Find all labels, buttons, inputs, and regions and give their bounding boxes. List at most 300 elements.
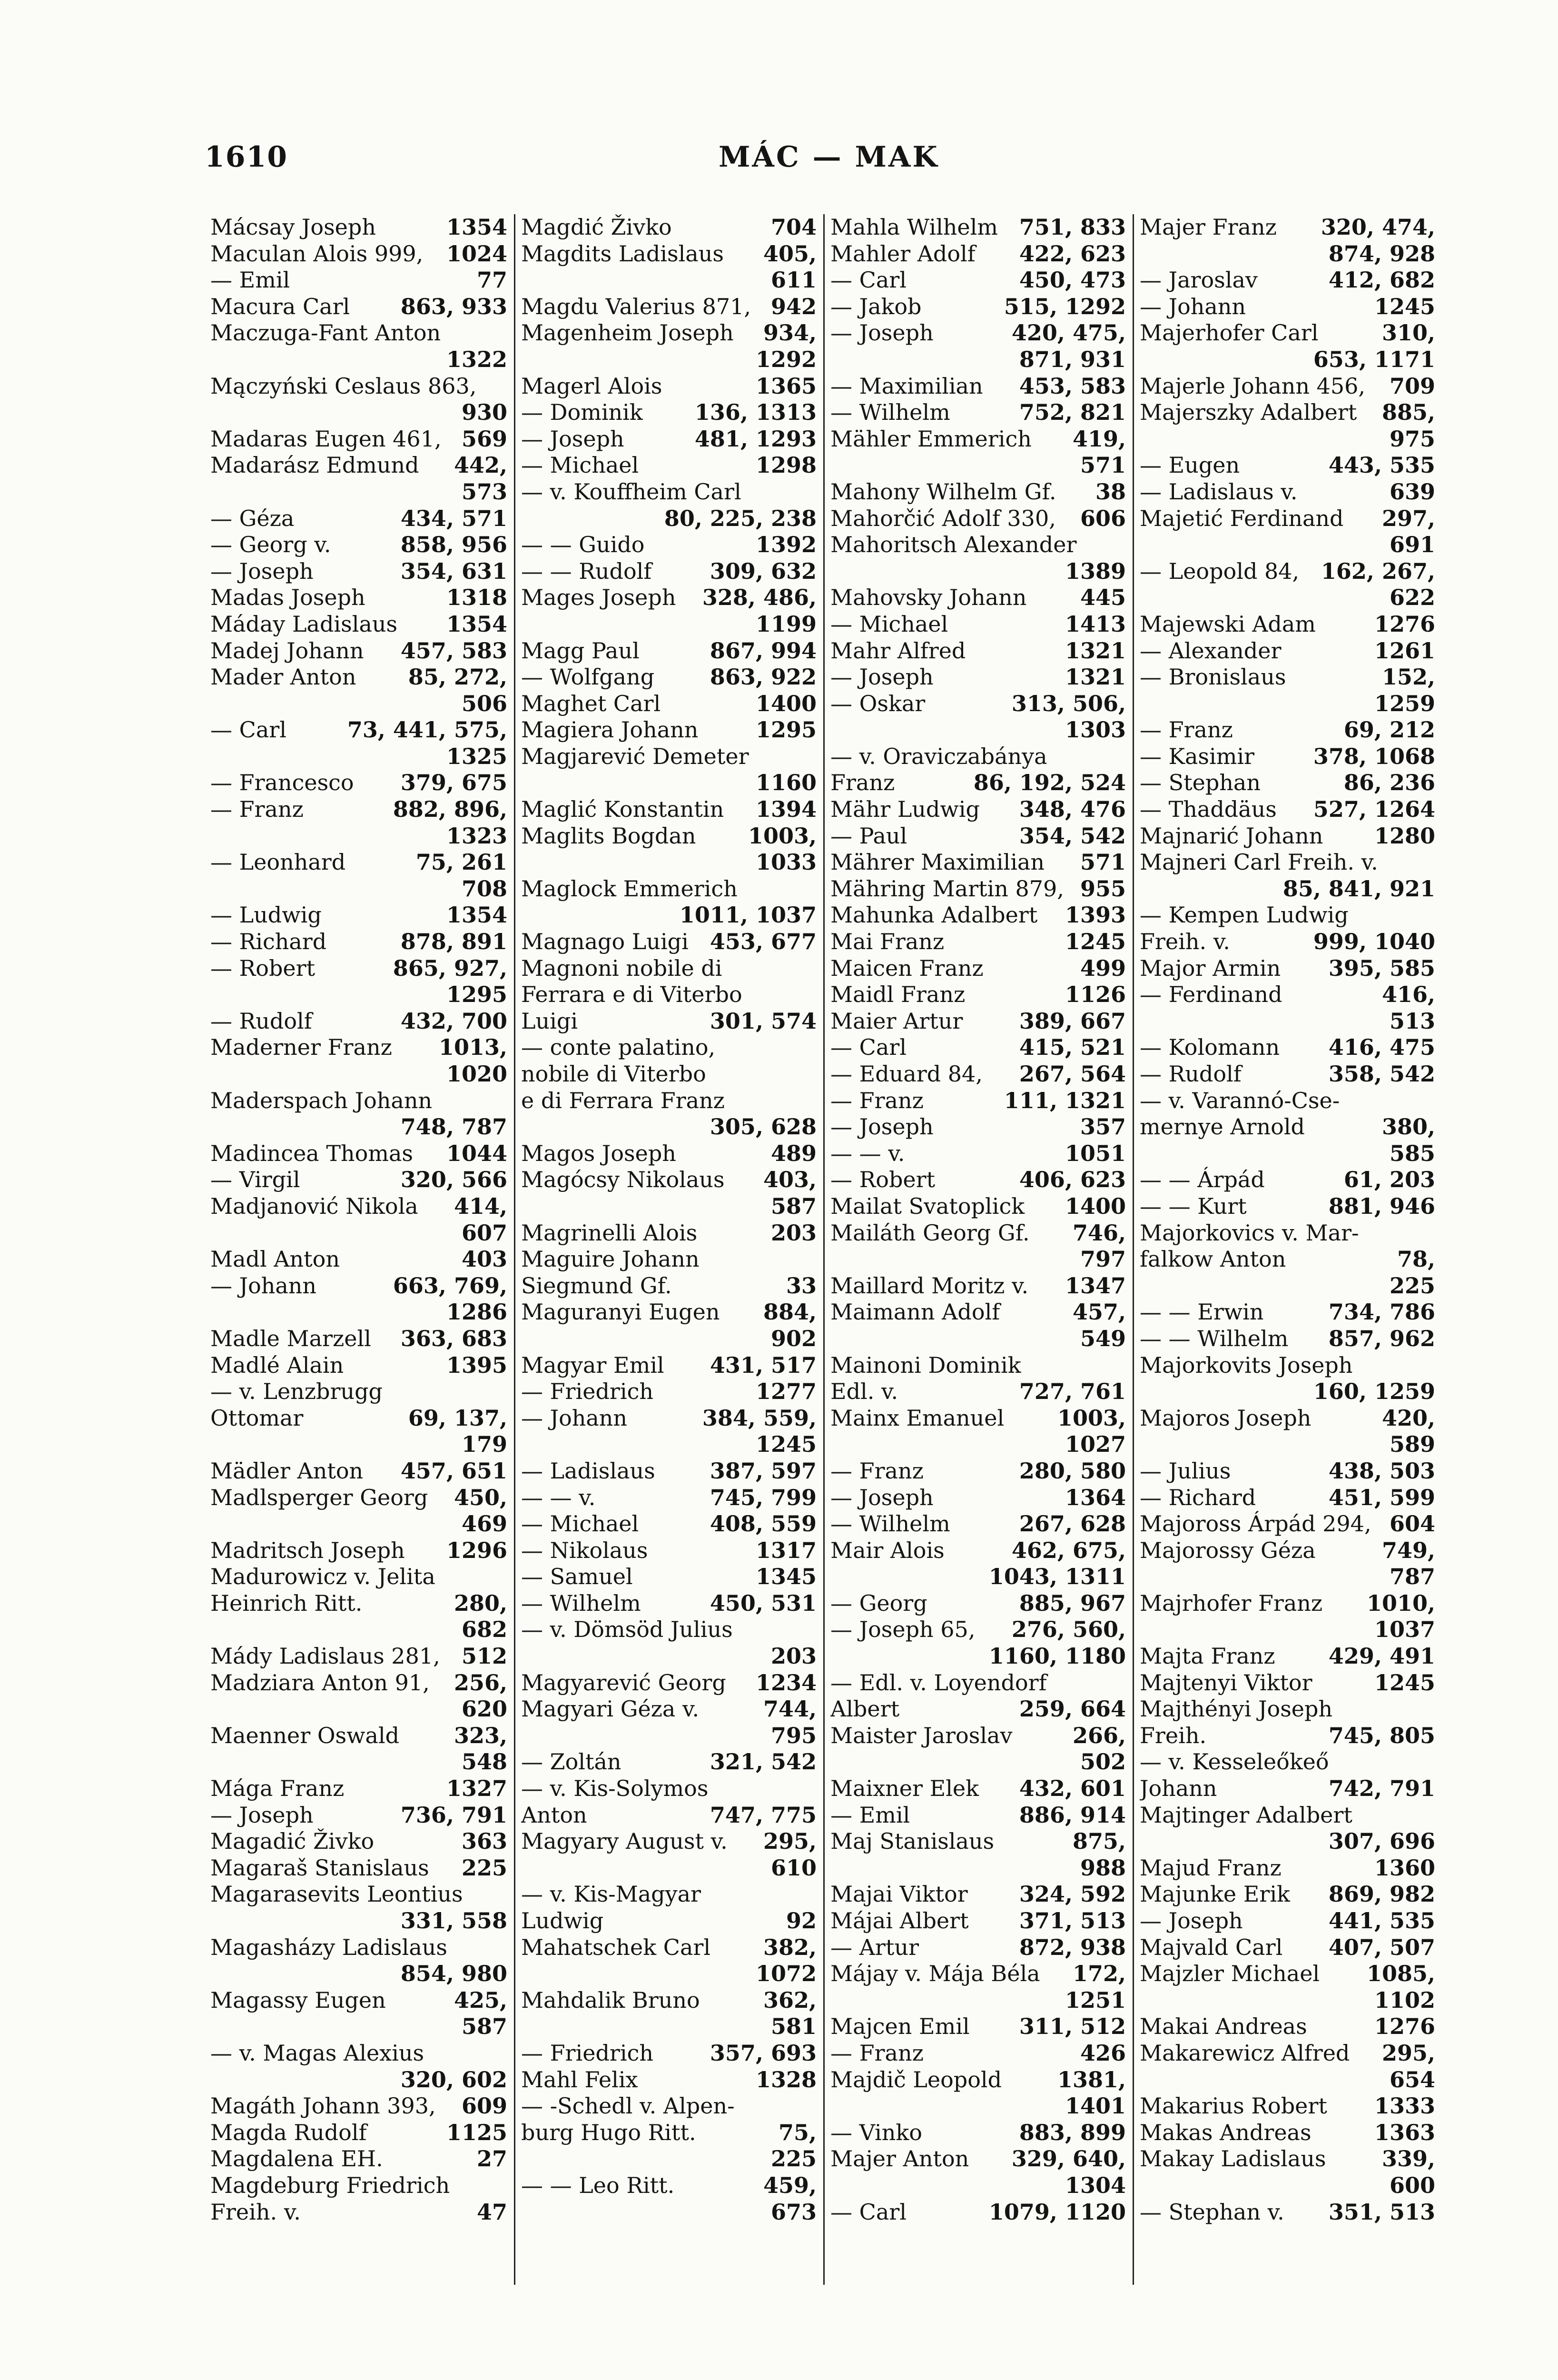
entry-page-numbers: 295, [1381,2040,1435,2066]
index-entry [830,1352,1126,1379]
index-entry [1140,2013,1435,2040]
entry-name: — Jaroslav [1140,267,1258,293]
entry-page-numbers: 1024 [446,240,507,267]
entry-name: Magadić Živko [210,1828,375,1854]
entry-page-numbers: 867, 994 [710,637,817,664]
index-entry [210,1008,507,1035]
entry-name: Major Armin [1140,955,1281,981]
entry-name: Maixner Elek [830,1775,979,1802]
index-entry [210,347,507,373]
entry-page-numbers: 354, 631 [400,558,507,584]
index-column-2 [514,214,823,2285]
index-entry [210,1352,507,1379]
index-entry [830,347,1126,373]
index-entry [1140,2146,1435,2172]
page-header [205,140,1447,178]
index-entry [1140,399,1435,426]
index-entry [521,823,817,850]
entry-name: Mainx Emanuel [830,1405,1005,1431]
index-entry [210,823,507,850]
index-entry [1140,294,1435,320]
entry-page-numbers: 321, 542 [710,1749,817,1775]
entry-name: Majetić Ferdinand [1140,505,1344,531]
entry-name: Macura Carl [210,293,350,319]
entry-name: — v. Kis-Solymos [521,1775,709,1802]
index-entry [1140,1802,1435,1829]
entry-page-numbers: 111, 1321 [1004,1087,1126,1113]
entry-name: Ottomar [210,1405,304,1431]
entry-name: — Ludwig [210,902,322,928]
index-entry [210,1193,507,1220]
entry-page-numbers: 609 [461,2093,507,2119]
entry-name: Mády Ladislaus 281, [210,1643,440,1669]
index-entry [521,1511,817,1537]
index-entry [210,1061,507,1088]
entry-page-numbers: 934, [763,320,817,346]
index-entry [210,558,507,585]
entry-name: — — v. [830,1140,905,1166]
entry-name: Majtenyi Viktor [1140,1669,1312,1696]
entry-name: e di Ferrara Franz [521,1087,725,1113]
entry-name: — Eugen [1140,452,1240,478]
entry-name: Anton [521,1802,587,1828]
entry-page-numbers: 358, 542 [1328,1061,1435,1087]
entry-name: — Leopold 84, [1140,558,1300,584]
index-entry [1140,982,1435,1008]
index-entry [830,1987,1126,2014]
entry-name: Majunke Erik [1140,1881,1290,1907]
entry-page-numbers: 378, 1068 [1313,743,1435,769]
entry-name: — Joseph [521,426,624,452]
entry-page-numbers: 267, 564 [1019,1061,1126,1087]
entry-page-numbers: 1364 [1065,1484,1126,1510]
entry-name: Magaraš Stanislaus [210,1854,429,1881]
entry-page-numbers: 1325 [446,743,507,769]
entry-name: Madlsperger Georg [210,1484,428,1510]
index-entry [210,876,507,902]
index-entry [830,691,1126,717]
entry-name: — v. Lenzbrugg [210,1378,383,1405]
entry-name: Mähring Martin 879, [830,875,1064,902]
entry-name: — Joseph [210,1802,314,1828]
entry-name: Mader Anton [210,664,356,690]
index-entry [830,1458,1126,1485]
entry-name: nobile di Viterbo [521,1061,706,1087]
index-entry [830,1537,1126,1564]
entry-name: Makarius Robert [1140,2093,1327,2119]
entry-name: Madas Joseph [210,585,365,611]
entry-page-numbers: 357 [1080,1114,1126,1140]
entry-name: Maimann Adolf [830,1299,1000,1325]
entry-page-numbers: 883, 899 [1019,2119,1126,2145]
index-entry [210,1723,507,1749]
entry-page-numbers: 581 [770,2013,817,2040]
entry-name: Mahorčić Adolf 330, [830,505,1056,531]
entry-page-numbers: 708 [461,875,507,902]
index-entry [1140,373,1435,400]
entry-name: Madl Anton [210,1246,340,1272]
index-entry [830,1246,1126,1273]
entry-page-numbers: 1245 [755,1431,817,1458]
entry-page-numbers: 955 [1080,875,1126,902]
entry-page-numbers: 1245 [1065,929,1126,955]
entry-page-numbers: 854, 980 [400,1961,507,1987]
index-entry [521,1696,817,1723]
entry-page-numbers: 362, [763,1987,817,2013]
index-entry [521,1378,817,1405]
entry-page-numbers: 654 [1389,2066,1435,2092]
entry-name: Maillard Moritz v. [830,1272,1029,1299]
entry-name: Mainoni Dominik [830,1352,1021,1378]
index-entry [521,2093,817,2120]
entry-page-numbers: 1160 [755,770,817,796]
entry-name: Magnago Luigi [521,929,689,955]
entry-name: Majerle Johann 456, [1140,373,1366,399]
entry-name: Madritsch Joseph [210,1537,405,1563]
entry-name: Mahdalik Bruno [521,1987,700,2013]
entry-name: Maj Stanislaus [830,1828,995,1854]
index-entry [521,294,817,320]
entry-page-numbers: 77 [476,267,507,293]
index-entry [1140,1034,1435,1061]
index-entry [210,1405,507,1432]
entry-page-numbers: 1395 [446,1352,507,1378]
entry-name: — Bronislaus [1140,664,1286,690]
entry-name: — Stephan v. [1140,2199,1284,2225]
index-entry [210,1908,507,1934]
entry-page-numbers: 930 [461,399,507,426]
index-entry [210,929,507,955]
index-entry [1140,1670,1435,1696]
index-entry [1140,1352,1435,1379]
entry-page-numbers: 416, 475 [1328,1034,1435,1061]
index-entry [210,320,507,347]
index-entry [210,770,507,796]
index-entry [1140,320,1435,347]
index-entry [210,1246,507,1273]
index-entry [1140,1537,1435,1564]
entry-page-numbers: 589 [1389,1431,1435,1458]
entry-page-numbers: 459, [763,2172,817,2198]
entry-page-numbers: 441, 535 [1328,1908,1435,1934]
entry-page-numbers: 86, 236 [1343,770,1435,796]
entry-page-numbers: 320, 566 [400,1167,507,1193]
entry-name: Magyary August v. [521,1828,728,1854]
index-entry [1140,1326,1435,1352]
entry-name: — Oskar [830,690,926,716]
index-entry [210,691,507,717]
index-entry [1140,1696,1435,1723]
entry-name: Johann [1140,1775,1217,1802]
entry-page-numbers: 751, 833 [1019,214,1126,240]
index-entry [830,1802,1126,1829]
index-entry [521,902,817,929]
index-entry [521,1034,817,1061]
entry-name: Maglits Bogdan [521,823,696,849]
index-entry [521,1088,817,1114]
index-entry [210,664,507,691]
index-entry [210,2146,507,2172]
index-entry [210,744,507,770]
entry-name: Majerszky Adalbert [1140,399,1357,426]
entry-page-numbers: 1296 [446,1537,507,1563]
index-entry [830,585,1126,611]
entry-name: Madurowicz v. Jelita [210,1564,435,1590]
entry-name: — Alexander [1140,637,1282,664]
entry-page-numbers: 380, [1381,1114,1435,1140]
entry-name: Maghet Carl [521,690,661,716]
entry-name: — Robert [210,955,316,981]
entry-page-numbers: 432, 601 [1019,1775,1126,1802]
entry-page-numbers: 1389 [1065,558,1126,584]
entry-name: Magiera Johann [521,717,699,743]
entry-name: — Joseph [830,1114,934,1140]
entry-page-numbers: 225 [770,2146,817,2172]
entry-name: Majdič Leopold [830,2066,1002,2092]
index-entry [830,2199,1126,2226]
entry-page-numbers: 1125 [446,2119,507,2145]
entry-page-numbers: 1322 [446,346,507,372]
entry-page-numbers: 1292 [755,346,817,372]
entry-name: Majoross Árpád 294, [1140,1511,1371,1537]
index-entry [1140,1828,1435,1855]
index-entry [521,214,817,241]
entry-page-numbers: 942 [770,293,817,319]
entry-page-numbers: 152, [1381,664,1435,690]
entry-page-numbers: 27 [476,2146,507,2172]
entry-page-numbers: 313, 506, [1011,690,1126,716]
index-entry [521,399,817,426]
index-entry [830,1908,1126,1934]
entry-page-numbers: 412, 682 [1328,267,1435,293]
entry-name: Edl. v. [830,1378,898,1405]
entry-name: Magjarević Demeter [521,743,749,769]
entry-page-numbers: 746, [1072,1220,1126,1246]
entry-name: Magassy Eugen [210,1987,386,2013]
entry-page-numbers: 988 [1080,1854,1126,1881]
entry-page-numbers: 571 [1080,849,1126,875]
entry-page-numbers: 604 [1389,1511,1435,1537]
entry-page-numbers: 673 [770,2199,817,2225]
entry-page-numbers: 33 [786,1272,817,1299]
entry-name: — Francesco [210,770,354,796]
index-columns [205,214,1442,2285]
index-entry [210,1378,507,1405]
entry-page-numbers: 311, 512 [1019,2013,1126,2040]
index-entry [210,1458,507,1485]
index-entry [830,1590,1126,1617]
index-entry [830,320,1126,347]
entry-name: Mair Alois [830,1537,945,1563]
entry-page-numbers: 639 [1389,478,1435,505]
entry-page-numbers: 885, [1381,399,1435,426]
entry-page-numbers: 1072 [755,1961,817,1987]
entry-name: Majorkovics v. Mar- [1140,1220,1359,1246]
index-entry [521,241,817,268]
entry-page-numbers: 884, [763,1299,817,1325]
entry-name: Mährer Maximilian [830,849,1045,875]
entry-name: Majthényi Joseph [1140,1696,1333,1722]
index-entry [521,479,817,506]
entry-name: — Franz [830,2040,924,2066]
index-entry [830,1405,1126,1432]
index-entry [1140,1114,1435,1140]
index-entry [521,929,817,955]
index-entry [830,452,1126,479]
index-entry [1140,1246,1435,1273]
entry-page-numbers: 1345 [755,1564,817,1590]
entry-page-numbers: 92 [786,1908,817,1934]
index-entry [521,532,817,558]
entry-page-numbers: 225 [1389,1272,1435,1299]
entry-page-numbers: 354, 542 [1019,823,1126,849]
index-entry [1140,585,1435,611]
entry-page-numbers: 611 [770,267,817,293]
entry-name: Maidl Franz [830,982,966,1008]
entry-page-numbers: 1363 [1374,2119,1435,2145]
entry-page-numbers: 256, [454,1669,507,1696]
entry-name: — v. Varannó-Cse- [1140,1087,1340,1113]
entry-page-numbers: 203 [770,1220,817,1246]
index-entry [830,558,1126,585]
index-entry [210,452,507,479]
index-entry [521,664,817,691]
entry-page-numbers: 874, 928 [1328,240,1435,267]
index-entry [210,294,507,320]
index-entry [830,1378,1126,1405]
index-entry [210,2067,507,2093]
index-entry [830,2146,1126,2172]
entry-name: Madlé Alain [210,1352,344,1378]
entry-page-numbers: 682 [461,1616,507,1643]
entry-name: Heinrich Ritt. [210,1590,363,1616]
index-entry [521,320,817,347]
entry-name: Magdits Ladislaus [521,240,724,267]
index-entry [210,849,507,876]
index-entry [521,1670,817,1696]
entry-page-numbers: 379, 675 [400,770,507,796]
entry-page-numbers: 1085, [1366,1961,1435,1987]
index-entry [521,1590,817,1617]
entry-name: burg Hugo Ritt. [521,2119,696,2145]
entry-name: — Robert [830,1167,936,1193]
index-entry [830,1431,1126,1458]
index-entry [521,1908,817,1934]
entry-page-numbers: 387, 597 [710,1458,817,1484]
entry-name: Madincea Thomas [210,1140,413,1166]
entry-page-numbers: 348, 476 [1019,796,1126,823]
index-entry [830,2120,1126,2146]
index-entry [1140,796,1435,823]
index-entry [830,664,1126,691]
entry-page-numbers: 1245 [1374,293,1435,319]
entry-page-numbers: 451, 599 [1328,1484,1435,1510]
entry-page-numbers: 295, [763,1828,817,1854]
entry-name: Maenner Oswald [210,1722,400,1748]
entry-name: Májai Albert [830,1908,969,1934]
entry-page-numbers: 975 [1389,426,1435,452]
entry-page-numbers: 622 [1389,585,1435,611]
index-entry [521,373,817,400]
entry-name: Mága Franz [210,1775,345,1802]
index-entry [1140,1961,1435,1987]
entry-page-numbers: 434, 571 [400,505,507,531]
entry-name: Magócsy Nikolaus [521,1167,725,1193]
entry-page-numbers: 61, 203 [1343,1167,1435,1193]
entry-name: — Michael [521,452,639,478]
index-entry [830,1061,1126,1088]
entry-page-numbers: 351, 513 [1328,2199,1435,2225]
entry-page-numbers: 1303 [1065,717,1126,743]
entry-name: Madej Johann [210,637,364,664]
entry-name: — Stephan [1140,770,1261,796]
entry-name: — Samuel [521,1564,633,1590]
index-entry [1140,2199,1435,2226]
entry-page-numbers: 1286 [446,1299,507,1325]
index-entry [830,1511,1126,1537]
index-entry [521,452,817,479]
entry-page-numbers: 872, 938 [1019,1934,1126,1960]
index-entry [521,2040,817,2067]
entry-page-numbers: 600 [1389,2172,1435,2198]
entry-name: Magdalena EH. [210,2146,383,2172]
entry-page-numbers: 69, 212 [1343,717,1435,743]
entry-name: Albert [830,1696,900,1722]
index-entry [830,929,1126,955]
entry-name: — Julius [1140,1458,1231,1484]
entry-name: — Dominik [521,399,643,426]
index-entry [521,638,817,664]
entry-name: — Wilhelm [830,399,950,426]
entry-page-numbers: 280, [454,1590,507,1616]
entry-name: — Wilhelm [830,1511,950,1537]
entry-name: Makarewicz Alfred [1140,2040,1350,2066]
entry-name: — Rudolf [1140,1061,1242,1087]
index-entry [210,1802,507,1829]
index-column-3 [823,214,1133,2285]
index-entry [521,2199,817,2226]
entry-name: Freih. v. [210,2199,301,2225]
index-entry [830,876,1126,902]
entry-page-numbers: 1360 [1374,1854,1435,1881]
entry-name: falkow Anton [1140,1246,1286,1272]
index-entry [1140,532,1435,558]
entry-name: Makay Ladislaus [1140,2146,1326,2172]
entry-name: Madziara Anton 91, [210,1669,430,1696]
entry-page-numbers: 1392 [755,532,817,558]
index-entry [1140,2172,1435,2199]
entry-name: Freih. v. [1140,929,1230,955]
entry-page-numbers: 489 [770,1140,817,1166]
entry-page-numbers: 1245 [1374,1669,1435,1696]
entry-name: Mahoritsch Alexander [830,532,1077,558]
index-entry [521,1458,817,1485]
entry-name: — Franz [210,796,304,823]
entry-page-numbers: 1199 [755,611,817,637]
index-entry [521,1961,817,1987]
entry-name: — Kempen Ludwig [1140,902,1349,928]
index-entry [210,532,507,558]
entry-name: Magnoni nobile di [521,955,722,981]
entry-name: Majewski Adam [1140,611,1316,637]
index-entry [830,2093,1126,2120]
entry-page-numbers: 384, 559, [702,1405,817,1431]
index-entry [210,1696,507,1723]
index-entry [210,638,507,664]
entry-page-numbers: 408, 559 [710,1511,817,1537]
index-entry [210,2093,507,2120]
entry-name: Makas Andreas [1140,2119,1311,2145]
